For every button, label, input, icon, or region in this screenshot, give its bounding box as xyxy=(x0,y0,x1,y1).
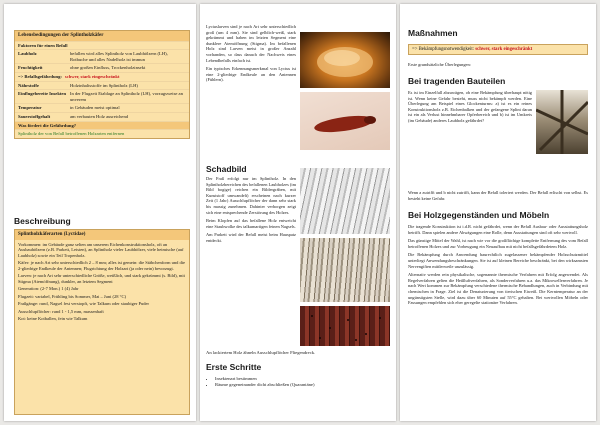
damage-text: Der Fraß erfolgt nur im Splintholz. In den Splintholzbereichen des befallenen Laubholzes (im Bild bogige) reichen ein Bildergräben, mit Kunststoff umwandelt) erscheinen nach kurzer Zeit (1 Jahr) Ausschlupflöcher der dann sehr stark bis massig zunehmen. Dahinter verborgen zeigt sich eine entsprechende Zerstörung des Holzes. Beim Klopfen auf das befallene Holz entweicht eine Staubwolke des talkumartigen feinen Nagsels. Am Parkett wird der Befall meist beim Hauspatz entdeckt. xyxy=(206,176,296,243)
panel-middle xyxy=(200,4,396,421)
photo-caption: An lackiertem Holz ähneln Ausschlupflöcher Fliegendreck. xyxy=(206,350,316,355)
panel-right xyxy=(400,4,596,421)
description-item: Generation: (2-7 Mon.) 1 (4) Jahr xyxy=(18,286,79,291)
table-row: Nährstoffe Holzinhaltsstoffe im Splintholz (LH) xyxy=(15,81,189,90)
list-item: • Räume gegeneinander dicht abschließen (Quarantäne) xyxy=(215,382,396,388)
table-row: Einflugebereite Insekten In der Flugzeit Eiablage an Splintholz (LH), vorzugsweise an unverem xyxy=(15,89,189,103)
description-item: Käfer: je nach Art sehr unterschiedlich 2 – 8 mm; alles ist gemein: die Stäbchenform und die 2-gliedrige Endkeule der Antennen; Flugrichtung der Holzart (ja oder nein) bevorzugt. xyxy=(18,260,185,271)
intro-text: Erste grundsätzliche Überlegungen: xyxy=(408,62,471,67)
list-item: • Insektenart bestimmen xyxy=(215,376,396,382)
description-box xyxy=(14,229,190,415)
holes-icon xyxy=(300,306,390,346)
danger-row: => Befallsgefährdung: schwer, stark eingeschränkt xyxy=(15,72,189,81)
table-title: Lebensbedingungen der Splintholzkäfer xyxy=(15,31,189,41)
damaged-wood-photo xyxy=(300,168,390,234)
measures-title: Maßnahmen xyxy=(408,28,458,38)
description-header: Splintholzkäferarten (Lyctidae) xyxy=(15,230,189,240)
s2-title: Bei Holzgegenständen und Möbeln xyxy=(408,210,550,220)
description-item: Vorkommen: im Gebäude ganz selten am unserem Eichenkonstruktionsholz, oft an Ausbauhölzern (z.B. Parkett, Leisten), an Splintholz vieler Laubhölzer, viele heimische (auf Laubholz) sowie ein Teil Tropenholz. xyxy=(18,241,184,258)
s1-text-b: Wenn a zutrifft und b nicht zutrifft, kann der Befall toleriert werden. Der Befall erlischt von selbst. Es besteht keine Gefahr. xyxy=(408,190,588,201)
first-steps-title: Erste Schritte xyxy=(206,362,262,372)
table-row: Laubholz befallen wird alles Splintholz von Laubhölzern (LH), Rotbuche und alles Nadelholz ist immun xyxy=(15,49,189,63)
larva-text: Lyctuslarven sind je nach Art sehr unterschiedlich groß (um 4 mm). Sie sind gelblich-weiß, stark gekrümmt und haben im letzten Segment eine dunklere Atemöffnung (Stigma). Im befallenen Holz sind Larven meist in großer Anzahl vorhanden, so dass danach der Nachweis eines Lebendbefalls einfach ist. Ein typisches Erkennungsmerkmal von Lyctus ist eine 2-gliedrige Endkeule an den Antennen (Fühlern). xyxy=(206,24,296,83)
wood-grain-photo xyxy=(300,238,390,302)
beams-icon xyxy=(536,90,588,154)
table-row: Feuchtigkeit ohne großen Einfluss, Trockenholzinsekt xyxy=(15,63,189,72)
panel-left xyxy=(4,4,196,421)
larva-shape-icon xyxy=(300,32,390,88)
description-item: Ausschlupflöcher: rund 1 - 1,5 mm, massenhaft xyxy=(18,308,104,314)
description-item: Larven: je nach Art sehr unterschiedliche Größe, weißlich, und stark gekrümmt (s. Bild), mit Stigma (Atemöffnung), dunkler, an letztem Segment xyxy=(18,273,185,284)
table-row: Faktoren für einen Befall xyxy=(15,41,189,50)
description-item: Flugzeit: variabel, Frühling bis Sommer, Mai – Juni (28 °C) xyxy=(18,293,126,299)
first-steps-list xyxy=(215,376,396,388)
s1-title: Bei tragenden Bauteilen xyxy=(408,76,506,86)
beetle-shape-icon xyxy=(300,92,390,150)
section-title: Beschreibung xyxy=(14,216,71,226)
damage-title: Schadbild xyxy=(206,164,247,174)
conditions-table xyxy=(14,30,190,139)
description-item: Fraßgänge: rund, Nagsel fest verstopft, wie Talkum oder staubiger Puder xyxy=(18,301,149,306)
table-row: Sauerstoffgehalt am verbauten Holz ausreichend xyxy=(15,112,189,121)
s1-text-a: Es ist im Einzelfall abzuwägen, ob eine Bekämpfung überhaupt nötig ist. Wenn keine Gefahr besteht, muss nicht bekämpft werden. Eine Überlegung am Beispiel eines Glockenturms: a) ist es ein reines Konstruktionsholz z.B. Eichenbalken und der gefangene Splint daran ist ein als Verlust hinnehmbarer Opferbereich und b) ist im Umkreis (im Gebäude) anderes Laubholz gefährdet? xyxy=(408,90,532,123)
danger-bar: => Bekämpfungsnotwendigkeit: schwer, stark eingeschränkt xyxy=(408,44,588,55)
tower-interior-photo xyxy=(536,90,588,154)
answer-row: Splintholz der von Befall betroffenen Holzarten entfernen xyxy=(15,129,189,138)
larva-photo xyxy=(300,32,390,88)
s2-text: Die tragende Konstruktion ist i.d.R. nicht gefährdet, wenn der Befall Ausbau- oder Ausstattungsholz betrifft. Dann spielen andere Abwägungen eine Rolle, denn Ausstattungen sind oft sehr wertvoll. Das günstige Mittel der Wahl, ist nach wie vor die großflächige komplette Entfernung des vom Befall betroffenen Holzes und zur Vorbeugung ein Neuaufbau mit nicht befallsgefährdetem Holz. Die Bekämpfung durch Anwendung baurechtlich zugelassener bekämpfender Holzschutzmittel unterliegt Anwendungsbeschränkungen. Sie ist auf kleinen Bereiche beschränkt, bei den wirksamsten Nervengiften mittlerweile unzulässig. Alternativ werden rein physikalische, sogenannte thermische Verfahren mit Erfolg angewendet. Als Regelverfahren gelten die Heißluftverfahren, als Sonderverfahren u.a. das Mikrowellenverfahren. Je nach Wert kommen zur Bekämpfung verschiedene thermische Behandlungen, auch in Verbindung mit chemischen in Frage. Ziel ist die Denaturierung von tierischen Eiweiß. Die Kerntemperatur an der ungünstigsten Stelle, wird dazu über 60 Minuten auf 55°C gehalten. Bei wertvollen Möbeln oder Fassungen empfehlen sich eher geregelte stationäre Verfahren. xyxy=(408,224,588,306)
description-item: Kot: keine Kotballen, fein wie Talkum xyxy=(18,316,88,321)
beetle-photo xyxy=(300,92,390,150)
table-row: Temperatur in Gebäuden meist optimal xyxy=(15,103,189,112)
question-row: Was fördert die Gefährdung? xyxy=(15,121,189,130)
parquet-holes-photo xyxy=(300,306,390,346)
